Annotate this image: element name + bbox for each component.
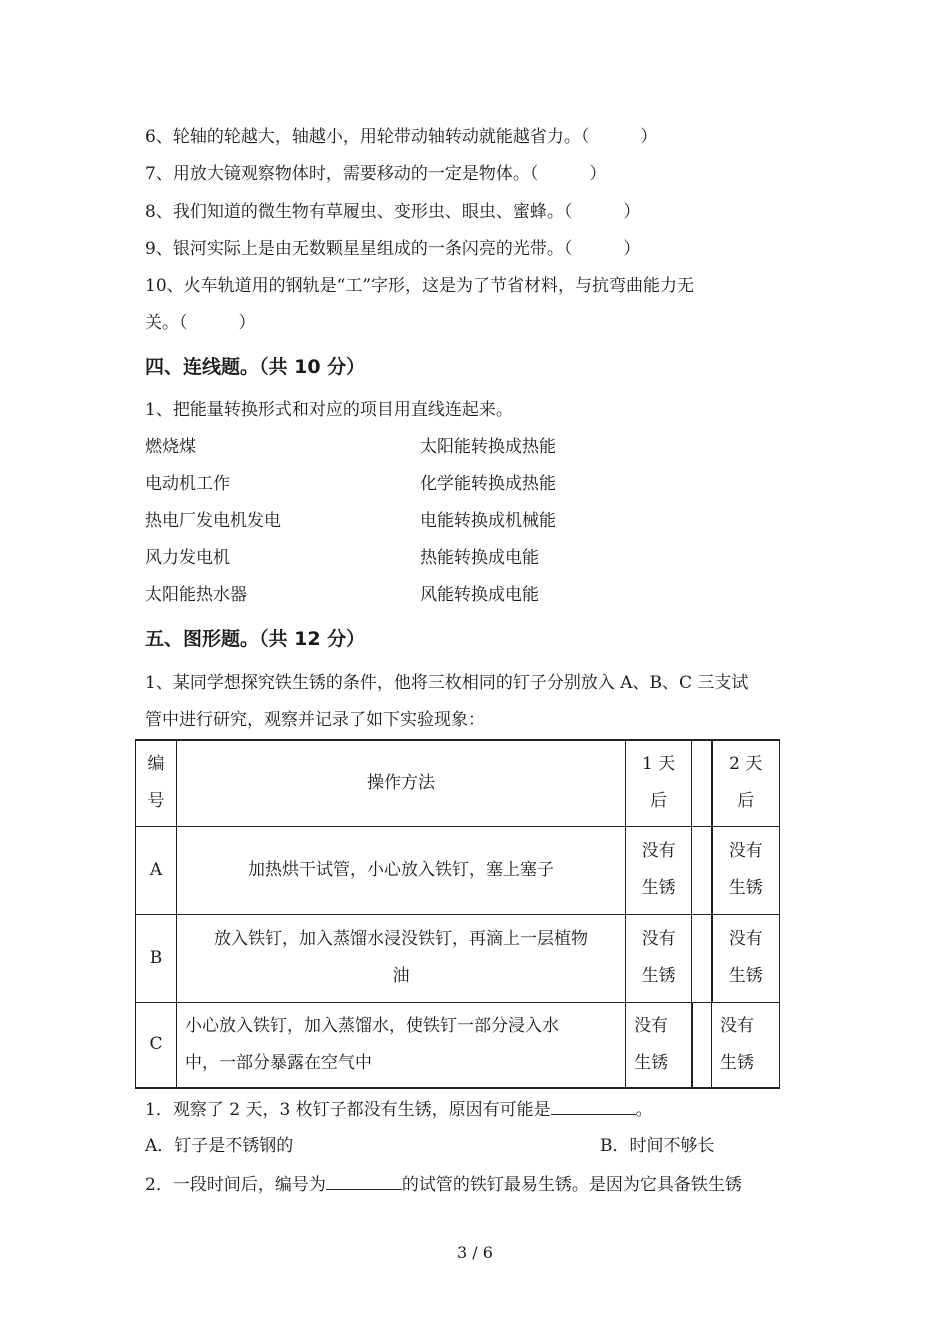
question-10: 10、火车轨道用的钢轨是“工”字形，这是为了节省材料，与抗弯曲能力无 [145,276,695,296]
header-method: 操作方法 [176,740,625,826]
sub-question-2-suffix: 的试管的铁钉最易生锈。是因为它具备铁生锈 [401,1175,742,1195]
section-4-question-1: 1、把能量转换形式和对应的项目用直线连起来。 [145,400,513,420]
match-right-item: 风能转换成电能 [420,585,539,605]
header-day-1 [626,740,692,826]
sub-question-1-text: 1．观察了 2 天，3 枚钉子都没有生锈，原因有可能是 [145,1100,551,1120]
row-day-1-line-1: 没有 [634,1015,669,1036]
match-left-item: 热电厂发电机发电 [145,511,281,531]
question-8: 8、我们知道的微生物有草履虫、变形虫、眼虫、蜜蜂。（ ） [145,202,641,222]
answer-blank[interactable] [551,1098,636,1115]
option-b: B．时间不够长 [600,1136,715,1156]
question-9: 9、银河实际上是由无数颗星星组成的一条闪亮的光带。（ ） [145,239,641,259]
match-right-item: 太阳能转换成热能 [420,437,556,457]
header-spacer [692,740,712,826]
row-day-2-line-2: 生锈 [728,966,763,986]
question-6: 6、轮轴的轮越大，轴越小，用轮带动轴转动就能越省力。（ ） [145,127,658,147]
row-method-line-1: 放入铁钉，加入蒸馏水浸没铁钉，再滴上一层植物 [214,929,589,949]
row-day-1-line-2: 生锈 [641,966,676,986]
row-day-2 [712,826,780,914]
header-day-2-line-1: 2 天 [729,754,763,775]
row-day-2-line-1: 没有 [728,841,763,861]
sub-question-1-suffix: 。 [635,1100,653,1120]
row-method [176,1002,625,1088]
table-row [136,914,780,1002]
row-day-2 [712,1002,780,1088]
match-right-item: 化学能转换成热能 [420,474,556,494]
header-day-1-line-2: 后 [650,791,668,812]
match-left-item: 燃烧煤 [145,437,196,457]
row-spacer [692,826,712,914]
row-method [176,826,625,914]
row-method [176,914,625,1002]
match-right-item: 电能转换成机械能 [420,511,556,531]
row-day-1 [626,914,692,1002]
answer-blank[interactable] [326,1173,402,1190]
header-id-line-1: 编 [147,754,165,775]
row-day-2-line-1: 没有 [728,929,763,949]
row-day-2-line-1: 没有 [720,1015,755,1036]
row-day-1-line-1: 没有 [641,841,676,861]
row-spacer [692,1002,712,1088]
match-left-item: 太阳能热水器 [145,585,247,605]
row-day-2 [712,914,780,1002]
row-day-2-line-2: 生锈 [720,1052,755,1073]
header-day-2-line-2: 后 [737,791,755,812]
row-day-2-line-2: 生锈 [728,878,763,898]
row-day-1-line-2: 生锈 [634,1052,669,1073]
row-day-1-line-2: 生锈 [641,878,676,898]
section-5-question-1-line-2: 管中进行研究，观察并记录了如下实验现象： [145,710,485,730]
option-a: A．钉子是不锈钢的 [145,1136,294,1156]
row-id: B [136,914,177,1002]
header-day-1-line-1: 1 天 [642,754,676,775]
match-left-item: 电动机工作 [145,474,230,494]
table-row [136,1002,780,1088]
sub-question-2 [145,1173,742,1195]
row-spacer [692,914,712,1002]
sub-question-1 [145,1098,653,1120]
table-header-row [136,740,780,826]
row-day-1 [626,826,692,914]
row-method-line-2: 油 [392,966,410,986]
row-day-1-line-1: 没有 [641,929,676,949]
question-10-cont: 关。（ ） [145,313,256,333]
question-7: 7、用放大镜观察物体时，需要移动的一定是物体。（ ） [145,164,607,184]
row-id: A [136,826,177,914]
experiment-table [135,739,780,1089]
section-5-title: 五、图形题。（共 12 分） [145,628,366,650]
header-day-2 [712,740,780,826]
header-id-line-2: 号 [147,791,165,812]
page-number: 3 / 6 [457,1243,493,1262]
row-day-1 [626,1002,692,1088]
section-4-title: 四、连线题。（共 10 分） [145,356,366,378]
row-method-line-1: 加热烘干试管，小心放入铁钉，塞上塞子 [248,859,555,880]
header-id [136,740,177,826]
row-id: C [136,1002,177,1088]
match-right-item: 热能转换成电能 [420,548,539,568]
row-method-line-2: 中，一部分暴露在空气中 [184,1052,372,1073]
table-row [136,826,780,914]
section-5-question-1-line-1: 1、某同学想探究铁生锈的条件，他将三枚相同的钉子分别放入 A、B、C 三支试 [145,673,749,693]
match-left-item: 风力发电机 [145,548,230,568]
row-method-line-1: 小心放入铁钉，加入蒸馏水，使铁钉一部分浸入水 [184,1015,559,1036]
sub-question-2-text: 2．一段时间后，编号为 [145,1175,326,1195]
